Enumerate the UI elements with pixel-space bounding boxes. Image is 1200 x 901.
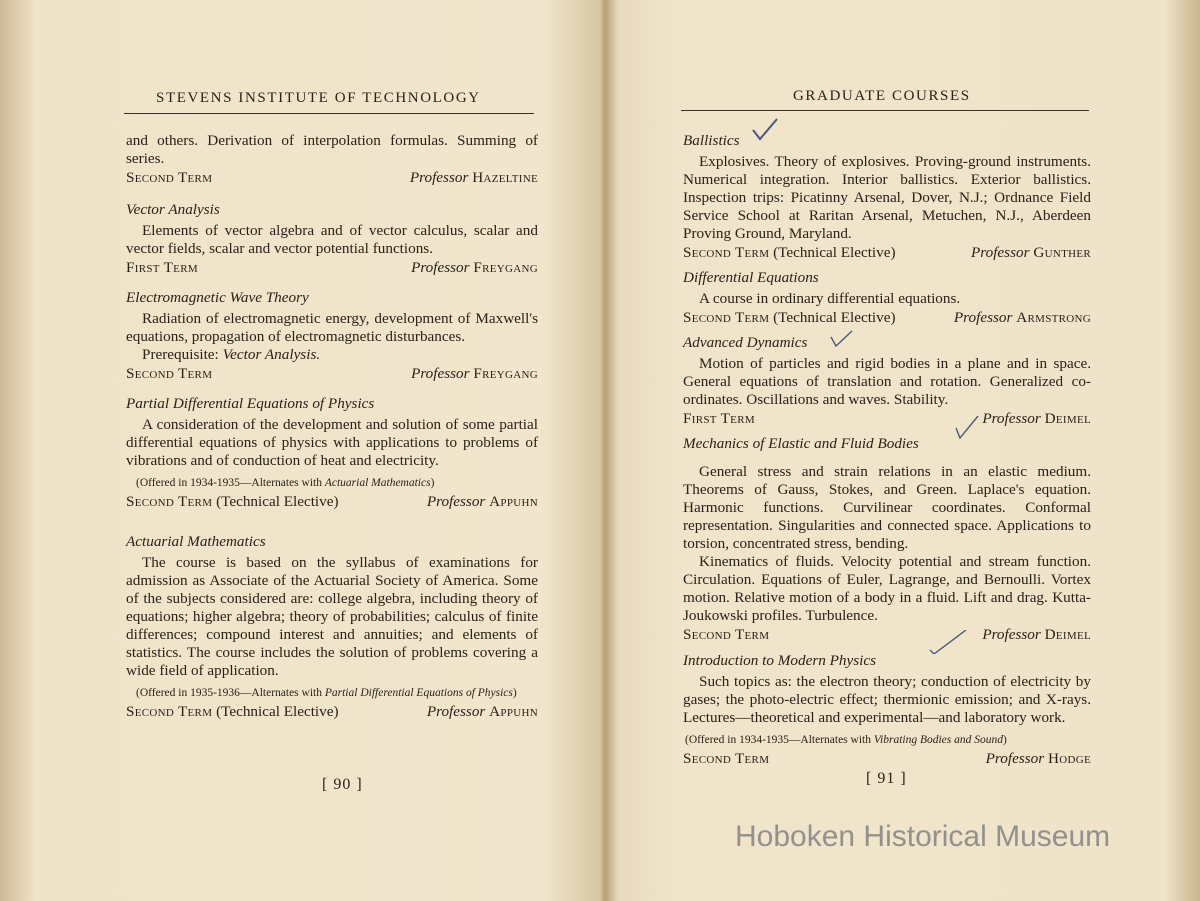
course-entry — [683, 435, 1091, 644]
term-line — [683, 626, 1091, 644]
page-number: [ 91 ] — [866, 770, 907, 787]
pencil-check-icon — [928, 630, 968, 654]
professor-label: Professor — [971, 244, 1030, 261]
note-course: Actuarial Mathematics — [324, 477, 431, 489]
course-entry — [126, 289, 538, 383]
course-title: Mechanics of Elastic and Fluid Bodies — [683, 435, 919, 452]
pencil-check-icon — [750, 118, 780, 142]
course-title: Introduction to Modern Physics — [683, 652, 877, 669]
professor-name: Deimel — [1044, 410, 1091, 427]
header-rule — [124, 113, 534, 114]
term: Second Term — [126, 493, 213, 510]
professor-label: Professor — [411, 259, 470, 276]
offered-note — [136, 476, 538, 490]
prerequisite-course: Vector Analysis. — [222, 346, 321, 363]
page-number: [ 90 ] — [322, 776, 363, 793]
elective-label: (Technical Elective) — [216, 703, 339, 720]
course-title: Partial Differential Equations of Physics — [126, 395, 375, 412]
term-line — [126, 169, 538, 187]
term: Second Term — [126, 703, 213, 720]
professor-label: Professor — [982, 410, 1041, 427]
course-description: Radiation of electromagnetic energy, development of Maxwell's equations, propagation of electromagnetic disturbances. — [126, 310, 538, 345]
course-entry — [683, 132, 1091, 262]
course-title: Differential Equations — [683, 269, 819, 286]
pencil-check-icon — [828, 327, 858, 351]
note-prefix: (Offered in 1934-1935—Alternates with — [685, 734, 871, 746]
running-head: STEVENS INSTITUTE OF TECHNOLOGY — [156, 90, 481, 106]
term: First Term — [126, 259, 198, 276]
note-suffix: ) — [1003, 734, 1007, 746]
term-line — [683, 309, 1091, 327]
professor-label: Professor — [953, 309, 1013, 326]
pencil-check-icon — [954, 416, 984, 440]
term: Second Term — [126, 365, 213, 382]
professor-name: Armstrong — [1016, 309, 1091, 326]
term-line — [126, 703, 538, 721]
term-line — [126, 493, 538, 511]
course-description: A consideration of the development and solution of some partial differential equations of physics with applications to problems of vibrations and of conduction of heat and electricity. — [126, 416, 538, 469]
course-entry — [126, 395, 538, 511]
course-description: Motion of particles and rigid bodies in a plane and in space. General equations of translation and rotation. Generalized co-ordinates. Oscillations and waves. Stability. — [683, 355, 1091, 408]
offered-note — [685, 733, 1091, 747]
elective-label: (Technical Elective) — [773, 309, 896, 326]
note-suffix: ) — [430, 477, 435, 489]
header-rule — [681, 110, 1089, 111]
course-description: Elements of vector algebra and of vector calculus, scalar and vector fields, scalar and vector potential functions. — [126, 222, 538, 257]
prerequisite-label: Prerequisite: — [142, 346, 219, 363]
term-line — [683, 750, 1091, 768]
right-content — [683, 132, 1091, 768]
professor-label: Professor — [982, 626, 1041, 643]
course-description: The course is based on the syllabus of examinations for admission as Associate of the Actuarial Society of America. Some of the subjects considered are: college algebra, including theory of equations; higher algebra; theory of probabilities; calculus of finite differences; compound interest and annuities; and elements of statistics. The course includes the solution of problems covering a wide field of application. — [126, 554, 538, 679]
course-entry — [126, 533, 538, 721]
course-title: Advanced Dynamics — [683, 334, 808, 351]
professor-label: Professor — [426, 703, 486, 720]
professor-label: Professor — [411, 365, 470, 382]
course-description: Such topics as: the electron theory; conduction of electricity by gases; the photo-electric effect; thermionic emission; and X-rays. Lectures—theoretical and experimental—and laboratory work. — [683, 673, 1091, 726]
note-course: Partial Differential Equations of Physics — [324, 687, 513, 699]
term: Second Term — [683, 750, 770, 767]
professor-label: Professor — [426, 493, 486, 510]
right-page — [608, 0, 1200, 901]
left-content — [126, 132, 538, 721]
course-entry — [683, 269, 1091, 327]
watermark: Hoboken Historical Museum — [735, 820, 1111, 853]
professor-name: Hodge — [1047, 750, 1091, 767]
course-title: Actuarial Mathematics — [126, 533, 266, 550]
term: Second Term — [683, 244, 770, 261]
course-title: Ballistics — [683, 132, 740, 149]
professor-label: Professor — [985, 750, 1045, 767]
professor-label: Professor — [409, 169, 469, 186]
course-entry — [683, 334, 1091, 428]
professor-name: Freygang — [473, 365, 538, 382]
note-course: Vibrating Bodies and Sound — [873, 734, 1004, 746]
note-suffix: ) — [512, 687, 517, 699]
course-title: Vector Analysis — [126, 201, 220, 218]
course-description: A course in ordinary differential equations. — [699, 290, 961, 307]
course-title: Electromagnetic Wave Theory — [126, 289, 309, 306]
running-head: GRADUATE COURSES — [793, 88, 971, 104]
elective-label: (Technical Elective) — [773, 244, 896, 261]
course-description: General stress and strain relations in an elastic medium. Theorems of Gauss, Stokes, and Green. Laplace's equation. Harmonic functions. Curvilinear coordinates. Conformal representation. Singularities and connected space. Applications to torsion, concentrated stress, bending. — [683, 463, 1091, 552]
term: First Term — [683, 410, 755, 427]
elective-label: (Technical Elective) — [216, 493, 339, 510]
professor-name: Appuhn — [489, 493, 538, 510]
term: Second Term — [683, 309, 770, 326]
note-prefix: (Offered in 1934-1935—Alternates with — [136, 477, 322, 489]
term-line — [683, 244, 1091, 262]
prerequisite — [126, 346, 538, 364]
course-entry — [683, 652, 1091, 768]
term-line — [126, 365, 538, 383]
course-description-continued: Kinematics of fluids. Velocity potential and stream function. Circulation. Equations of Euler, Lagrange, and Bernoulli. Vortex motion. Relative motion of a body in a fluid. Lift and drag. Kutta-Joukowski profiles. Turbulence. — [683, 553, 1091, 624]
term-line — [126, 259, 538, 277]
course-entry — [126, 201, 538, 277]
professor-name: Deimel — [1044, 626, 1091, 643]
term: Second Term — [683, 626, 770, 643]
professor-name: Appuhn — [489, 703, 538, 720]
term-line — [683, 410, 1091, 428]
offered-note — [136, 686, 538, 700]
professor-name: Gunther — [1033, 244, 1091, 261]
intro-text: and others. Derivation of interpolation formulas. Summing of series. — [126, 132, 538, 167]
note-prefix: (Offered in 1935-1936—Alternates with — [136, 687, 322, 699]
professor-name: Hazeltine — [472, 169, 538, 186]
course-description: Explosives. Theory of explosives. Proving-ground instruments. Numerical integration. Interior ballistics. Exterior ballistics. Inspection trips: Picatinny Arsenal, Dover, N.J.; Ordnance Field Service School at Raritan Arsenal, Metuchen, N.J., Aberdeen Proving Ground, Maryland. — [683, 153, 1091, 242]
professor-name: Freygang — [473, 259, 538, 276]
term: Second Term — [126, 169, 213, 186]
